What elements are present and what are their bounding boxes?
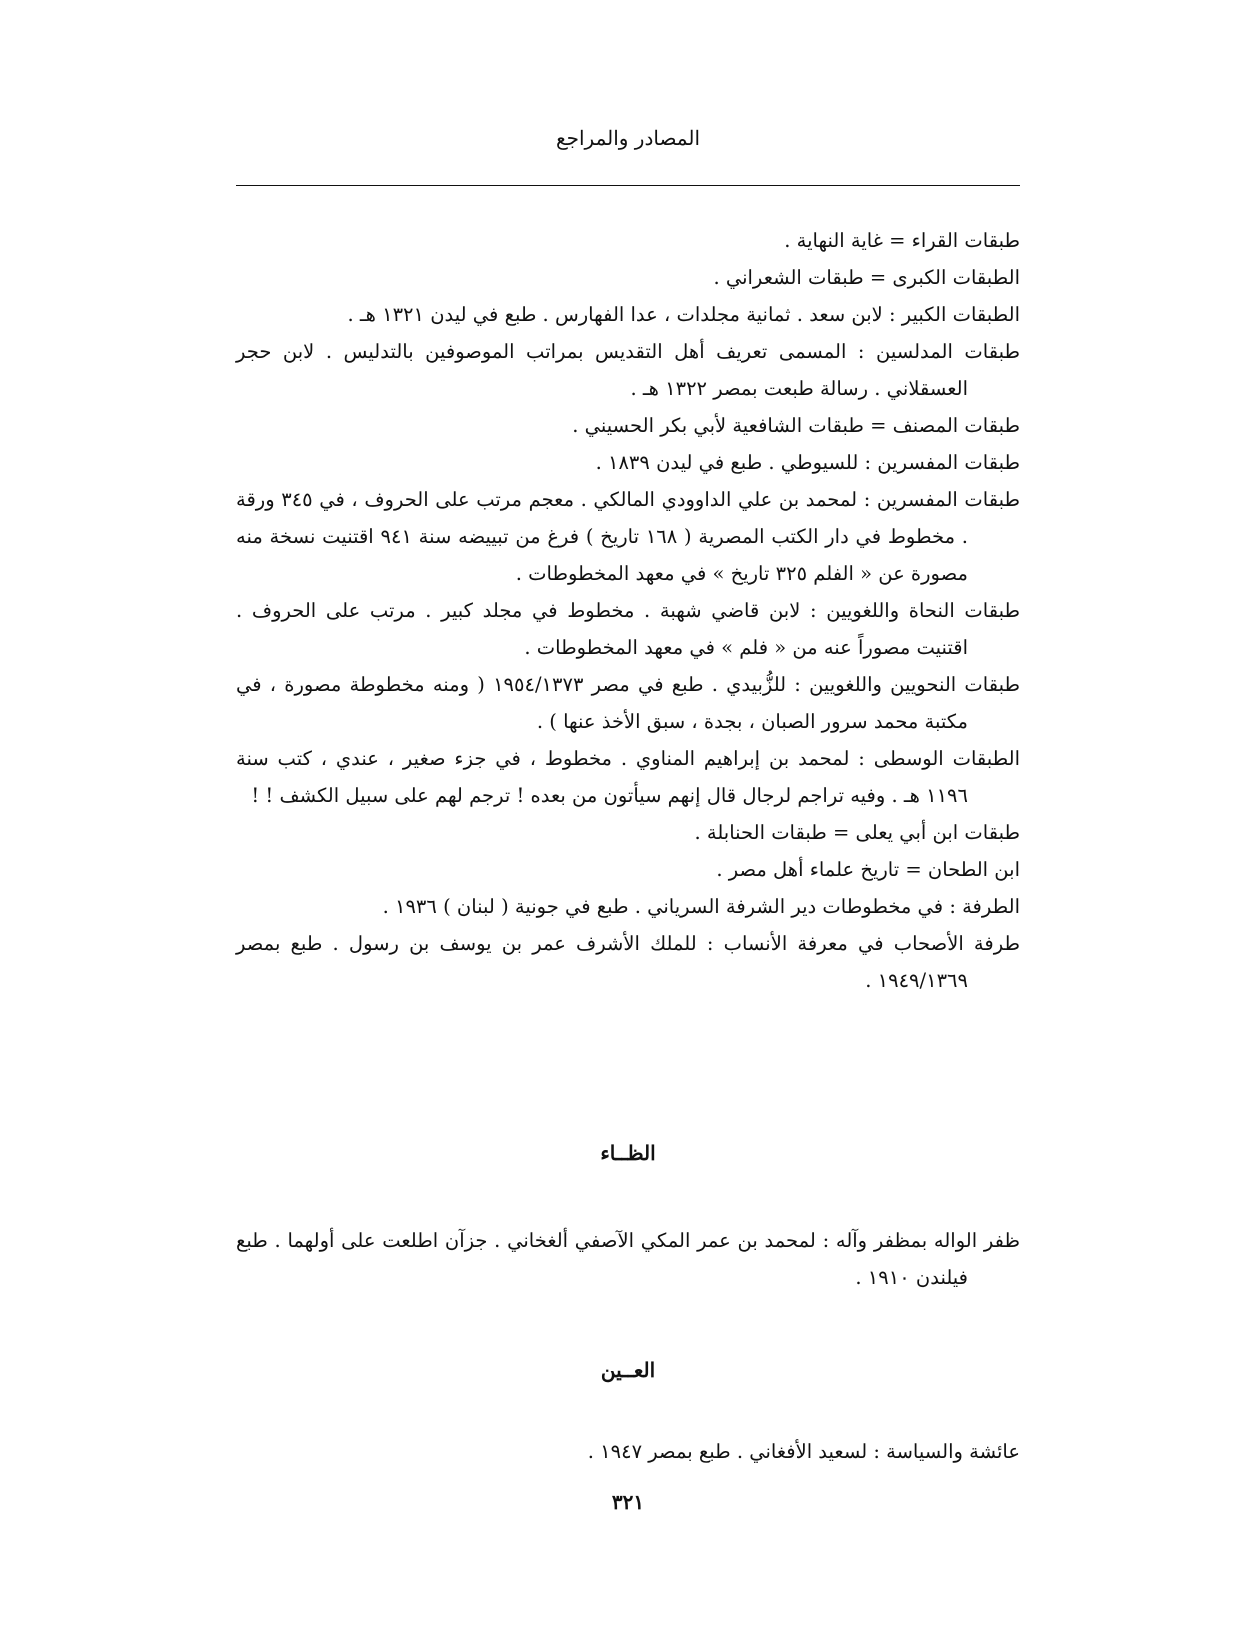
bibliography-entry: طبقات النحويين واللغويين : للزُّبيدي . طبع في مصر ١٩٥٤/١٣٧٣ ( ومنه مخطوطة مصورة ، في مكتبة محمد سرور الصبان ، بجدة ، سبق الأخذ عنها ) . — [236, 673, 1020, 733]
bibliography-entry: عائشة والسياسة : لسعيد الأفغاني . طبع بمصر ١٩٤٧ . — [587, 1440, 1020, 1463]
bibliography-list-za — [236, 1222, 1020, 1296]
bibliography-entry: طبقات القراء = غاية النهاية . — [784, 229, 1020, 252]
bibliography-entry: طبقات المفسرين : للسيوطي . طبع في ليدن ١٨٣٩ . — [595, 451, 1020, 474]
page-number: ٣٢١ — [611, 1490, 645, 1514]
bibliography-entry: طبقات ابن أبي يعلى = طبقات الحنابلة . — [694, 821, 1020, 844]
section-heading-za: الظــاء — [600, 1141, 656, 1165]
bibliography-entry: ظفر الواله بمظفر وآله : لمحمد بن عمر المكي الآصفي ألغخاني . جزآن اطلعت على أولهما . طبع فيلندن ١٩١٠ . — [236, 1229, 1020, 1289]
bibliography-entry: طرفة الأصحاب في معرفة الأنساب : للملك الأشرف عمر بن يوسف بن رسول . طبع بمصر ١٩٤٩/١٣٦٩ . — [236, 932, 1020, 992]
section-heading-ain: العــين — [600, 1358, 656, 1382]
bibliography-entry: الطرفة : في مخطوطات دير الشرفة السرياني . طبع في جونية ( لبنان ) ١٩٣٦ . — [382, 895, 1020, 918]
bibliography-entry: طبقات المصنف = طبقات الشافعية لأبي بكر الحسيني . — [572, 414, 1020, 437]
bibliography-entry: طبقات المفسرين : لمحمد بن علي الداوودي المالكي . معجم مرتب على الحروف ، في ٣٤٥ ورقة . مخطوط في دار الكتب المصرية ( ١٦٨ تاريخ ) فرغ من تبييضه سنة ٩٤١ اقتنيت نسخة منه مصورة عن « الفلم ٣٢٥ تاريخ » في معهد المخطوطات . — [236, 488, 1020, 585]
bibliography-list-ta — [236, 222, 1020, 999]
bibliography-entry: الطبقات الوسطى : لمحمد بن إبراهيم المناوي . مخطوط ، في جزء صغير ، عندي ، كتب سنة ١١٩٦ هـ . وفيه تراجم لرجال قال إنهم سيأتون من بعده ! ترجم لهم على سبيل الكشف ! ! — [236, 747, 1020, 807]
running-title: المصادر والمراجع — [555, 126, 701, 150]
bibliography-entry: الطبقات الكبرى = طبقات الشعراني . — [713, 266, 1020, 289]
bibliography-entry: طبقات المدلسين : المسمى تعريف أهل التقديس بمراتب الموصوفين بالتدليس . لابن حجر العسقلاني . رسالة طبعت بمصر ١٣٢٢ هـ . — [236, 340, 1020, 400]
bibliography-entry: طبقات النحاة واللغويين : لابن قاضي شهبة . مخطوط في مجلد كبير . مرتب على الحروف . اقتنيت مصوراً عنه من « فلم » في معهد المخطوطات . — [236, 599, 1020, 659]
bibliography-entry: الطبقات الكبير : لابن سعد . ثمانية مجلدات ، عدا الفهارس . طبع في ليدن ١٣٢١ هـ . — [347, 303, 1020, 326]
bibliography-entry: ابن الطحان = تاريخ علماء أهل مصر . — [716, 858, 1020, 881]
bibliography-list-ain — [236, 1433, 1020, 1470]
header-rule — [236, 185, 1020, 186]
